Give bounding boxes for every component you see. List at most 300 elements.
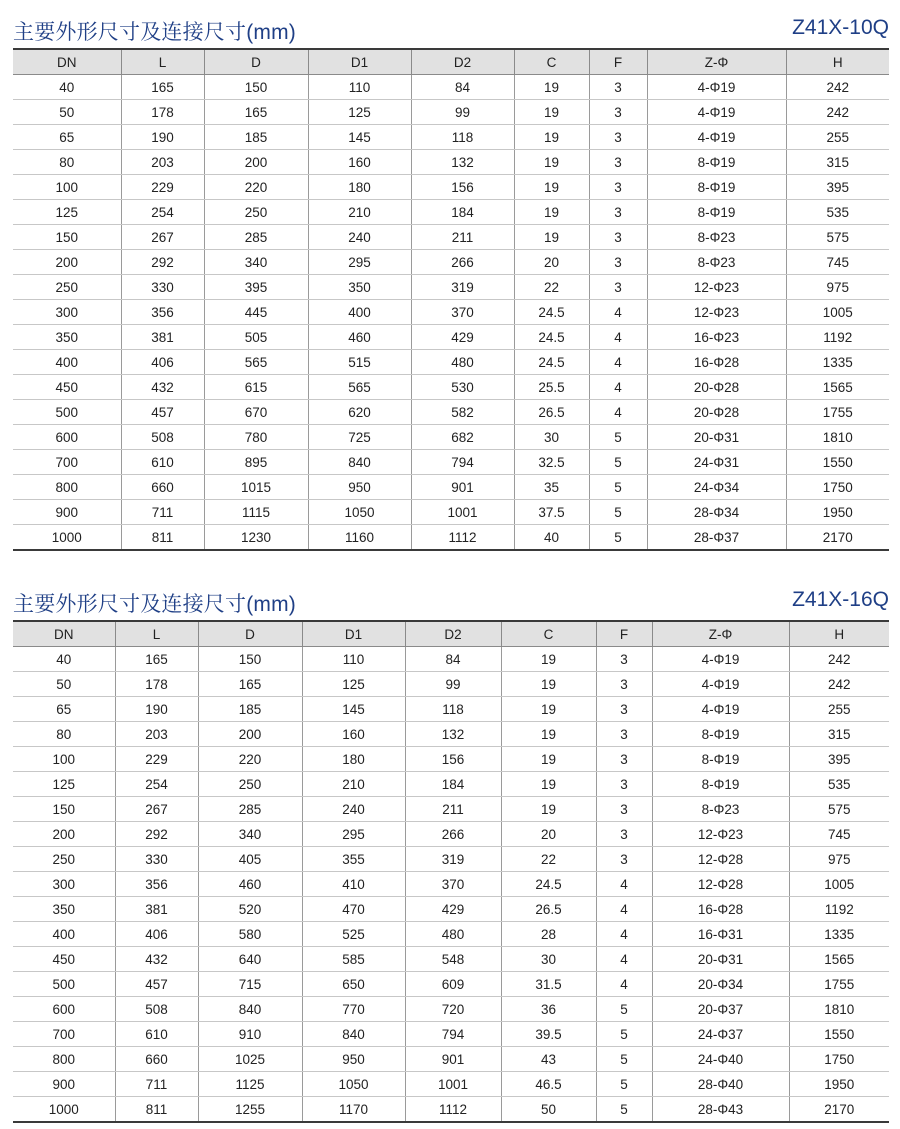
table-cell: 3 [596,847,652,872]
table-row [13,997,889,1022]
table-cell: 184 [411,200,514,225]
table-cell: 37.5 [514,500,589,525]
table-cell: 535 [786,200,889,225]
table-cell: 508 [115,997,198,1022]
table-cell: 267 [115,797,198,822]
column-header: F [596,621,652,647]
table-cell: 4 [596,922,652,947]
table-cell: 950 [302,1047,405,1072]
table-cell: 508 [121,425,204,450]
table-cell: 5 [589,500,647,525]
table-cell: 40 [13,647,115,672]
table-cell: 184 [405,772,501,797]
table-cell: 900 [13,500,121,525]
table-cell: 615 [204,375,308,400]
table-cell: 30 [501,947,596,972]
table-cell: 410 [302,872,405,897]
table-cell: 3 [596,647,652,672]
table-cell: 356 [121,300,204,325]
table-row [13,425,889,450]
table-cell: 19 [514,175,589,200]
table-cell: 4-Φ19 [647,75,786,100]
table-cell: 1255 [198,1097,302,1123]
table-cell: 240 [302,797,405,822]
table-cell: 1015 [204,475,308,500]
table-cell: 4 [596,947,652,972]
table-cell: 36 [501,997,596,1022]
table-cell: 682 [411,425,514,450]
table-cell: 585 [302,947,405,972]
column-header: D1 [302,621,405,647]
table-cell: 565 [204,350,308,375]
table-cell: 20-Φ28 [647,375,786,400]
table-cell: 16-Φ23 [647,325,786,350]
table-cell: 100 [13,175,121,200]
table-cell: 3 [589,225,647,250]
table-row [13,200,889,225]
table-cell: 1550 [786,450,889,475]
table-cell: 5 [596,1022,652,1047]
table-cell: 4 [589,400,647,425]
table-cell: 16-Φ31 [652,922,789,947]
table-cell: 800 [13,1047,115,1072]
table-cell: 240 [308,225,411,250]
table-cell: 150 [198,647,302,672]
table-cell: 1192 [786,325,889,350]
table-cell: 500 [13,972,115,997]
table-cell: 254 [115,772,198,797]
table-cell: 220 [198,747,302,772]
table-cell: 40 [514,525,589,551]
table-cell: 670 [204,400,308,425]
table-row [13,450,889,475]
table-cell: 28 [501,922,596,947]
table-cell: 4-Φ19 [647,100,786,125]
table-cell: 8-Φ23 [647,250,786,275]
table-cell: 548 [405,947,501,972]
table-row [13,75,889,100]
table-cell: 24.5 [514,300,589,325]
table-header-row [13,49,889,75]
column-header: C [514,49,589,75]
table-cell: 20-Φ37 [652,997,789,1022]
table-cell: 12-Φ28 [652,847,789,872]
table-cell: 3 [596,722,652,747]
table-cell: 1125 [198,1072,302,1097]
table-cell: 811 [121,525,204,551]
table-cell: 26.5 [501,897,596,922]
table-cell: 400 [308,300,411,325]
table-cell: 16-Φ28 [647,350,786,375]
table-cell: 319 [405,847,501,872]
table-row [13,225,889,250]
table-cell: 200 [198,722,302,747]
table-cell: 84 [405,647,501,672]
table-cell: 429 [405,897,501,922]
section-title: 主要外形尺寸及连接尺寸(mm) [13,21,296,44]
table-cell: 1000 [13,1097,115,1123]
table-cell: 50 [13,672,115,697]
table-cell: 46.5 [501,1072,596,1097]
table-cell: 19 [501,647,596,672]
table-cell: 3 [589,75,647,100]
table-cell: 395 [204,275,308,300]
table-row [13,150,889,175]
table-cell: 22 [501,847,596,872]
table-cell: 28-Φ40 [652,1072,789,1097]
table-cell: 515 [308,350,411,375]
table-cell: 895 [204,450,308,475]
table-cell: 295 [302,822,405,847]
table-cell: 1005 [789,872,889,897]
table-cell: 8-Φ23 [652,797,789,822]
table-cell: 50 [13,100,121,125]
table-cell: 242 [789,672,889,697]
table-cell: 250 [204,200,308,225]
table-cell: 3 [589,125,647,150]
table-cell: 745 [786,250,889,275]
table-cell: 200 [13,822,115,847]
table-row [13,972,889,997]
table-cell: 429 [411,325,514,350]
column-header: D2 [405,621,501,647]
table-cell: 4-Φ19 [647,125,786,150]
table-cell: 19 [514,100,589,125]
table-cell: 19 [514,125,589,150]
table-cell: 330 [115,847,198,872]
table-cell: 400 [13,350,121,375]
table-cell: 711 [115,1072,198,1097]
table-cell: 1050 [302,1072,405,1097]
table-cell: 640 [198,947,302,972]
table-cell: 800 [13,475,121,500]
table-cell: 4 [589,350,647,375]
table-body [13,75,889,551]
table-cell: 125 [13,772,115,797]
column-header: D [198,621,302,647]
table-cell: 4 [596,872,652,897]
table-section-z41x-16q [13,580,889,1123]
table-cell: 660 [121,475,204,500]
table-cell: 480 [411,350,514,375]
table-row [13,772,889,797]
table-header-row [13,621,889,647]
table-cell: 132 [411,150,514,175]
table-cell: 840 [308,450,411,475]
table-cell: 901 [411,475,514,500]
table-cell: 1160 [308,525,411,551]
table-cell: 2170 [789,1097,889,1123]
table-cell: 266 [411,250,514,275]
table-cell: 30 [514,425,589,450]
table-cell: 1335 [786,350,889,375]
table-cell: 19 [501,797,596,822]
table-cell: 4 [596,897,652,922]
table-cell: 525 [302,922,405,947]
table-cell: 4-Φ19 [652,697,789,722]
table-cell: 1005 [786,300,889,325]
table-cell: 160 [302,722,405,747]
table-cell: 99 [405,672,501,697]
table-cell: 4 [589,300,647,325]
table-cell: 457 [121,400,204,425]
table-row [13,722,889,747]
table-cell: 24.5 [501,872,596,897]
table-cell: 1170 [302,1097,405,1123]
table-cell: 700 [13,450,121,475]
table-row [13,325,889,350]
table-cell: 178 [115,672,198,697]
table-cell: 145 [308,125,411,150]
table-cell: 500 [13,400,121,425]
table-cell: 711 [121,500,204,525]
column-header: H [786,49,889,75]
table-cell: 745 [789,822,889,847]
table-cell: 794 [411,450,514,475]
column-header: Z-Φ [652,621,789,647]
table-cell: 250 [13,275,121,300]
table-row [13,1022,889,1047]
table-row [13,872,889,897]
table-cell: 1950 [786,500,889,525]
table-cell: 150 [13,225,121,250]
table-cell: 211 [405,797,501,822]
table-cell: 110 [308,75,411,100]
table-cell: 470 [302,897,405,922]
table-cell: 8-Φ23 [647,225,786,250]
table-cell: 43 [501,1047,596,1072]
table-cell: 1810 [789,997,889,1022]
table-cell: 794 [405,1022,501,1047]
table-cell: 565 [308,375,411,400]
column-header: DN [13,621,115,647]
table-row [13,275,889,300]
table-cell: 1550 [789,1022,889,1047]
table-cell: 211 [411,225,514,250]
column-header: C [501,621,596,647]
table-cell: 1112 [411,525,514,551]
table-cell: 5 [596,997,652,1022]
table-cell: 5 [596,1097,652,1123]
table-cell: 1950 [789,1072,889,1097]
table-cell: 1000 [13,525,121,551]
table-cell: 84 [411,75,514,100]
table-cell: 1335 [789,922,889,947]
table-cell: 125 [13,200,121,225]
table-cell: 185 [204,125,308,150]
table-cell: 350 [308,275,411,300]
table-row [13,697,889,722]
table-row [13,175,889,200]
table-cell: 505 [204,325,308,350]
table-cell: 609 [405,972,501,997]
table-cell: 19 [514,150,589,175]
table-cell: 100 [13,747,115,772]
table-row [13,350,889,375]
table-cell: 19 [501,747,596,772]
table-cell: 295 [308,250,411,275]
table-cell: 575 [786,225,889,250]
table-cell: 395 [786,175,889,200]
table-cell: 770 [302,997,405,1022]
table-cell: 450 [13,375,121,400]
table-cell: 975 [786,275,889,300]
table-cell: 24.5 [514,325,589,350]
table-cell: 840 [198,997,302,1022]
table-cell: 242 [789,647,889,672]
table-cell: 330 [121,275,204,300]
table-cell: 3 [596,797,652,822]
table-row [13,897,889,922]
table-cell: 457 [115,972,198,997]
table-row [13,1072,889,1097]
table-cell: 1565 [786,375,889,400]
table-cell: 319 [411,275,514,300]
table-cell: 4-Φ19 [652,647,789,672]
table-cell: 610 [115,1022,198,1047]
table-cell: 118 [411,125,514,150]
table-cell: 975 [789,847,889,872]
table-cell: 4-Φ19 [652,672,789,697]
column-header: D2 [411,49,514,75]
table-cell: 300 [13,872,115,897]
table-cell: 24-Φ34 [647,475,786,500]
section-header [13,8,889,48]
table-cell: 715 [198,972,302,997]
table-cell: 255 [786,125,889,150]
table-cell: 8-Φ19 [652,772,789,797]
table-cell: 12-Φ23 [647,275,786,300]
table-cell: 350 [13,325,121,350]
column-header: Z-Φ [647,49,786,75]
table-cell: 24-Φ37 [652,1022,789,1047]
table-cell: 1050 [308,500,411,525]
column-header: D [204,49,308,75]
table-cell: 5 [596,1047,652,1072]
table-cell: 165 [198,672,302,697]
table-cell: 3 [589,200,647,225]
table-cell: 132 [405,722,501,747]
dimension-table [13,620,889,1123]
table-cell: 20-Φ34 [652,972,789,997]
table-cell: 1025 [198,1047,302,1072]
table-cell: 19 [501,722,596,747]
table-row [13,125,889,150]
table-cell: 460 [308,325,411,350]
table-cell: 19 [501,772,596,797]
table-cell: 165 [115,647,198,672]
table-cell: 600 [13,997,115,1022]
table-cell: 5 [589,525,647,551]
model-code: Z41X-16Q [792,588,889,611]
table-cell: 200 [13,250,121,275]
table-cell: 356 [115,872,198,897]
table-cell: 3 [589,275,647,300]
table-cell: 355 [302,847,405,872]
table-row [13,647,889,672]
table-cell: 180 [308,175,411,200]
table-row [13,672,889,697]
table-cell: 660 [115,1047,198,1072]
table-cell: 285 [198,797,302,822]
table-cell: 80 [13,722,115,747]
table-cell: 432 [121,375,204,400]
table-cell: 190 [121,125,204,150]
table-cell: 460 [198,872,302,897]
table-row [13,375,889,400]
table-cell: 3 [596,772,652,797]
table-cell: 24.5 [514,350,589,375]
table-cell: 292 [121,250,204,275]
table-cell: 20-Φ31 [652,947,789,972]
table-cell: 582 [411,400,514,425]
table-cell: 65 [13,125,121,150]
table-cell: 35 [514,475,589,500]
table-cell: 255 [789,697,889,722]
table-cell: 118 [405,697,501,722]
column-header: D1 [308,49,411,75]
table-cell: 300 [13,300,121,325]
table-cell: 1565 [789,947,889,972]
table-cell: 4 [596,972,652,997]
section-header [13,580,889,620]
table-cell: 20 [514,250,589,275]
table-cell: 1112 [405,1097,501,1123]
table-cell: 900 [13,1072,115,1097]
table-cell: 40 [13,75,121,100]
table-cell: 20 [501,822,596,847]
table-cell: 610 [121,450,204,475]
table-cell: 20-Φ31 [647,425,786,450]
table-cell: 254 [121,200,204,225]
table-cell: 580 [198,922,302,947]
table-cell: 145 [302,697,405,722]
table-cell: 266 [405,822,501,847]
table-cell: 150 [13,797,115,822]
table-cell: 381 [115,897,198,922]
table-row [13,797,889,822]
table-cell: 1230 [204,525,308,551]
column-header: H [789,621,889,647]
table-row [13,500,889,525]
table-cell: 315 [786,150,889,175]
table-row [13,525,889,551]
table-cell: 250 [198,772,302,797]
table-cell: 3 [589,150,647,175]
table-cell: 12-Φ23 [647,300,786,325]
table-cell: 445 [204,300,308,325]
column-header: L [115,621,198,647]
table-cell: 24-Φ40 [652,1047,789,1072]
table-cell: 535 [789,772,889,797]
dimension-table [13,48,889,551]
table-cell: 8-Φ19 [647,200,786,225]
table-cell: 400 [13,922,115,947]
table-cell: 780 [204,425,308,450]
table-cell: 1192 [789,897,889,922]
table-cell: 406 [115,922,198,947]
table-cell: 3 [596,747,652,772]
table-cell: 229 [115,747,198,772]
table-cell: 432 [115,947,198,972]
table-cell: 8-Φ19 [652,722,789,747]
table-cell: 600 [13,425,121,450]
table-cell: 178 [121,100,204,125]
table-cell: 19 [514,75,589,100]
table-row [13,847,889,872]
column-header: F [589,49,647,75]
table-cell: 405 [198,847,302,872]
